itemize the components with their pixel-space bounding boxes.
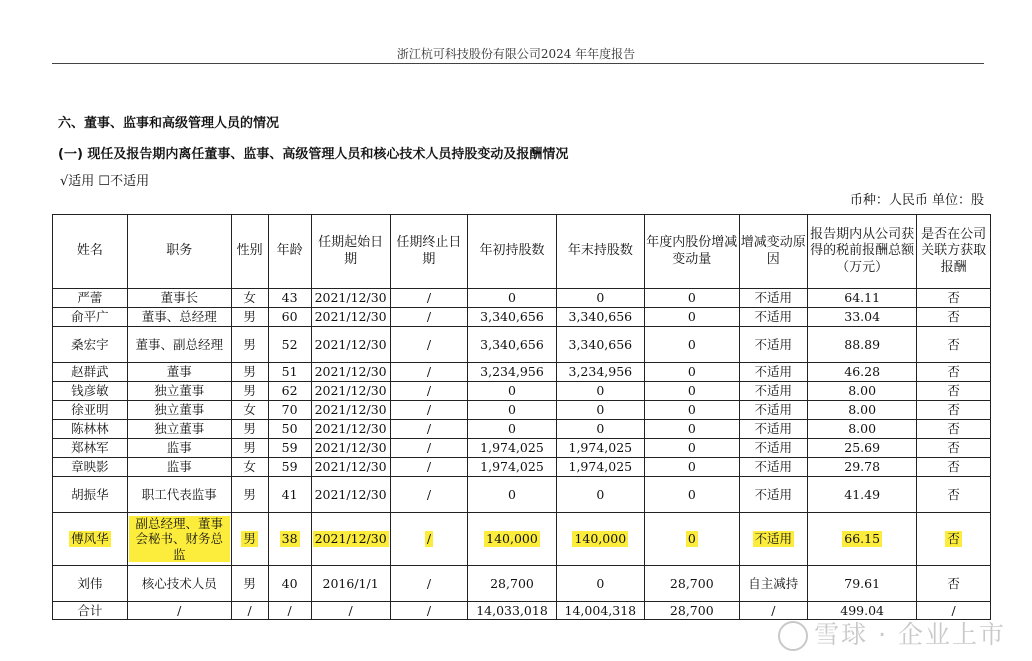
cell-begin-shares: 3,340,656	[468, 327, 556, 363]
cell-end-shares: 0	[556, 401, 644, 420]
cell-begin-shares: 1,974,025	[468, 458, 556, 477]
cell-name: 陈林林	[53, 420, 128, 439]
cell-pay: 33.04	[807, 308, 916, 327]
column-header: 任期终止日期	[390, 215, 468, 289]
cell-change: 0	[644, 382, 739, 401]
total-cell-related: /	[917, 602, 991, 620]
cell-end: /	[390, 382, 468, 401]
table-header-row	[53, 215, 991, 289]
column-header: 性别	[231, 215, 268, 289]
cell-gender: 男	[231, 363, 268, 382]
cell-pay: 46.28	[807, 363, 916, 382]
cell-gender: 男	[231, 327, 268, 363]
cell-begin-shares: 0	[468, 401, 556, 420]
cell-end-shares: 0	[556, 289, 644, 308]
cell-end-shares: 0	[556, 382, 644, 401]
cell-begin-shares: 3,234,956	[468, 363, 556, 382]
cell-related	[917, 513, 991, 566]
cell-name: 胡振华	[53, 477, 128, 513]
total-cell-reason: /	[739, 602, 807, 620]
cell-gender	[231, 513, 268, 566]
total-cell-end-shares: 14,004,318	[556, 602, 644, 620]
cell-start: 2021/12/30	[311, 458, 390, 477]
total-cell-end: /	[390, 602, 468, 620]
table-row	[53, 420, 991, 439]
cell-end: /	[390, 566, 468, 602]
highlighted-text: 不适用	[754, 531, 793, 547]
currency-unit: 币种：人民币 单位：股	[849, 193, 984, 208]
cell-pay: 29.78	[807, 458, 916, 477]
column-header: 职务	[127, 215, 231, 289]
cell-related: 否	[917, 477, 991, 513]
cell-name: 刘伟	[53, 566, 128, 602]
cell-title: 监事	[127, 458, 231, 477]
table-row	[53, 289, 991, 308]
watermark-text: 雪球 · 企业上市	[814, 620, 1006, 649]
cell-related: 否	[917, 327, 991, 363]
cell-begin-shares: 28,700	[468, 566, 556, 602]
cell-pay	[807, 513, 916, 566]
highlighted-text: 140,000	[574, 531, 627, 547]
cell-start: 2016/1/1	[311, 566, 390, 602]
table-row	[53, 363, 991, 382]
cell-change: 0	[644, 308, 739, 327]
cell-end-shares: 0	[556, 420, 644, 439]
cell-title: 职工代表监事	[127, 477, 231, 513]
total-cell-pay: 499.04	[807, 602, 916, 620]
cell-gender: 男	[231, 308, 268, 327]
cell-start: 2021/12/30	[311, 289, 390, 308]
cell-begin-shares	[468, 513, 556, 566]
cell-start: 2021/12/30	[311, 439, 390, 458]
total-cell-title: /	[127, 602, 231, 620]
cell-reason: 不适用	[739, 401, 807, 420]
cell-begin-shares: 0	[468, 420, 556, 439]
cell-gender: 女	[231, 458, 268, 477]
cell-end-shares: 3,340,656	[556, 327, 644, 363]
table-row	[53, 382, 991, 401]
cell-pay: 8.00	[807, 420, 916, 439]
column-header: 增减变动原因	[739, 215, 807, 289]
highlighted-text: 傅风华	[71, 531, 109, 547]
cell-end-shares: 3,234,956	[556, 363, 644, 382]
total-cell-begin-shares: 14,033,018	[468, 602, 556, 620]
cell-name	[53, 513, 128, 566]
highlighted-text: 副总经理、董事会秘书、财务总监	[129, 516, 230, 563]
cell-reason	[739, 513, 807, 566]
cell-age: 43	[268, 289, 311, 308]
column-header: 任期起始日期	[311, 215, 390, 289]
cell-name: 赵群武	[53, 363, 128, 382]
cell-end: /	[390, 439, 468, 458]
cell-end: /	[390, 420, 468, 439]
highlighted-text: 66.15	[844, 531, 881, 547]
cell-end-shares	[556, 513, 644, 566]
table-row	[53, 458, 991, 477]
cell-start: 2021/12/30	[311, 363, 390, 382]
cell-gender: 男	[231, 566, 268, 602]
cell-pay: 8.00	[807, 382, 916, 401]
cell-name: 钱彦敏	[53, 382, 128, 401]
cell-reason: 不适用	[739, 477, 807, 513]
cell-begin-shares: 3,340,656	[468, 308, 556, 327]
cell-reason: 不适用	[739, 327, 807, 363]
cell-reason: 不适用	[739, 458, 807, 477]
table-row	[53, 308, 991, 327]
cell-gender: 女	[231, 289, 268, 308]
cell-age: 40	[268, 566, 311, 602]
cell-name: 俞平广	[53, 308, 128, 327]
cell-end-shares: 1,974,025	[556, 439, 644, 458]
cell-change: 0	[644, 363, 739, 382]
cell-related: 否	[917, 363, 991, 382]
cell-change: 0	[644, 458, 739, 477]
table-row	[53, 477, 991, 513]
cell-end: /	[390, 401, 468, 420]
cell-title	[127, 513, 231, 566]
cell-gender: 女	[231, 401, 268, 420]
cell-title: 独立董事	[127, 401, 231, 420]
subsection-title: (一) 现任及报告期内离任董事、监事、高级管理人员和核心技术人员持股变动及报酬情况	[58, 147, 569, 162]
cell-pay: 88.89	[807, 327, 916, 363]
cell-title: 董事、总经理	[127, 308, 231, 327]
cell-age: 62	[268, 382, 311, 401]
total-cell-gender: /	[231, 602, 268, 620]
cell-gender: 男	[231, 477, 268, 513]
cell-related: 否	[917, 401, 991, 420]
highlighted-text: 38	[281, 531, 298, 547]
cell-name: 桑宏宇	[53, 327, 128, 363]
cell-end: /	[390, 458, 468, 477]
cell-end-shares: 0	[556, 566, 644, 602]
table-row	[53, 401, 991, 420]
cell-age: 59	[268, 439, 311, 458]
cell-age: 60	[268, 308, 311, 327]
cell-change: 0	[644, 289, 739, 308]
total-cell-start: /	[311, 602, 390, 620]
column-header: 年初持股数	[468, 215, 556, 289]
cell-title: 董事	[127, 363, 231, 382]
cell-begin-shares: 0	[468, 477, 556, 513]
highlighted-text: 0	[687, 531, 696, 547]
cell-gender: 男	[231, 382, 268, 401]
section-title: 六、董事、监事和高级管理人员的情况	[58, 116, 280, 131]
cell-start	[311, 513, 390, 566]
applicability-options: √适用 ☐不适用	[60, 174, 150, 189]
cell-age: 50	[268, 420, 311, 439]
column-header: 年末持股数	[556, 215, 644, 289]
cell-age: 59	[268, 458, 311, 477]
cell-pay: 79.61	[807, 566, 916, 602]
cell-related: 否	[917, 566, 991, 602]
cell-reason: 不适用	[739, 308, 807, 327]
cell-end: /	[390, 289, 468, 308]
cell-age	[268, 513, 311, 566]
cell-begin-shares: 0	[468, 289, 556, 308]
cell-title: 董事、副总经理	[127, 327, 231, 363]
cell-change: 0	[644, 401, 739, 420]
column-header: 报告期内从公司获得的税前报酬总额（万元）	[807, 215, 916, 289]
cell-title: 监事	[127, 439, 231, 458]
cell-gender: 男	[231, 420, 268, 439]
cell-title: 独立董事	[127, 420, 231, 439]
cell-gender: 男	[231, 439, 268, 458]
cell-end-shares: 1,974,025	[556, 458, 644, 477]
highlighted-text: 男	[243, 531, 256, 547]
cell-start: 2021/12/30	[311, 327, 390, 363]
highlighted-text: /	[426, 531, 432, 547]
highlighted-text: 2021/12/30	[314, 531, 387, 547]
cell-related: 否	[917, 439, 991, 458]
cell-title: 董事长	[127, 289, 231, 308]
table-body	[53, 289, 991, 620]
table-row	[53, 566, 991, 602]
cell-title: 核心技术人员	[127, 566, 231, 602]
cell-change: 0	[644, 477, 739, 513]
cell-pay: 41.49	[807, 477, 916, 513]
shareholding-table	[52, 214, 991, 620]
table-row	[53, 439, 991, 458]
column-header: 是否在公司关联方获取报酬	[917, 215, 991, 289]
cell-reason: 不适用	[739, 363, 807, 382]
total-cell-name: 合计	[53, 602, 128, 620]
cell-pay: 25.69	[807, 439, 916, 458]
cell-related: 否	[917, 308, 991, 327]
cell-reason: 不适用	[739, 289, 807, 308]
total-cell-age: /	[268, 602, 311, 620]
cell-related: 否	[917, 420, 991, 439]
column-header: 姓名	[53, 215, 128, 289]
cell-end-shares: 0	[556, 477, 644, 513]
cell-end: /	[390, 477, 468, 513]
cell-age: 51	[268, 363, 311, 382]
cell-pay: 64.11	[807, 289, 916, 308]
highlighted-text: 140,000	[486, 531, 538, 547]
cell-name: 郑林军	[53, 439, 128, 458]
cell-start: 2021/12/30	[311, 420, 390, 439]
table-row	[53, 513, 991, 566]
cell-begin-shares: 1,974,025	[468, 439, 556, 458]
cell-change: 0	[644, 327, 739, 363]
cell-reason: 不适用	[739, 382, 807, 401]
cell-change: 28,700	[644, 566, 739, 602]
cell-end	[390, 513, 468, 566]
cell-name: 严蕾	[53, 289, 128, 308]
cell-name: 章映影	[53, 458, 128, 477]
cell-end-shares: 3,340,656	[556, 308, 644, 327]
cell-reason: 不适用	[739, 420, 807, 439]
cell-age: 70	[268, 401, 311, 420]
cell-start: 2021/12/30	[311, 382, 390, 401]
column-header: 年度内股份增减变动量	[644, 215, 739, 289]
cell-change: 0	[644, 420, 739, 439]
cell-reason: 自主减持	[739, 566, 807, 602]
total-cell-change: 28,700	[644, 602, 739, 620]
cell-age: 52	[268, 327, 311, 363]
cell-change: 0	[644, 439, 739, 458]
page-header: 浙江杭可科技股份有限公司2024 年年度报告	[396, 47, 636, 61]
cell-end: /	[390, 327, 468, 363]
column-header: 年龄	[268, 215, 311, 289]
cell-change	[644, 513, 739, 566]
cell-related: 否	[917, 458, 991, 477]
cell-begin-shares: 0	[468, 382, 556, 401]
cell-pay: 8.00	[807, 401, 916, 420]
header-rule	[52, 63, 984, 64]
cell-age: 41	[268, 477, 311, 513]
cell-title: 独立董事	[127, 382, 231, 401]
cell-end: /	[390, 363, 468, 382]
cell-related: 否	[917, 382, 991, 401]
cell-reason: 不适用	[739, 439, 807, 458]
highlighted-text: 否	[947, 531, 960, 547]
cell-start: 2021/12/30	[311, 401, 390, 420]
cell-start: 2021/12/30	[311, 477, 390, 513]
snowball-logo-icon	[778, 621, 808, 651]
cell-related: 否	[917, 289, 991, 308]
watermark	[778, 615, 1006, 651]
cell-start: 2021/12/30	[311, 308, 390, 327]
table-header	[53, 215, 991, 289]
cell-end: /	[390, 308, 468, 327]
table-row	[53, 327, 991, 363]
cell-name: 徐亚明	[53, 401, 128, 420]
